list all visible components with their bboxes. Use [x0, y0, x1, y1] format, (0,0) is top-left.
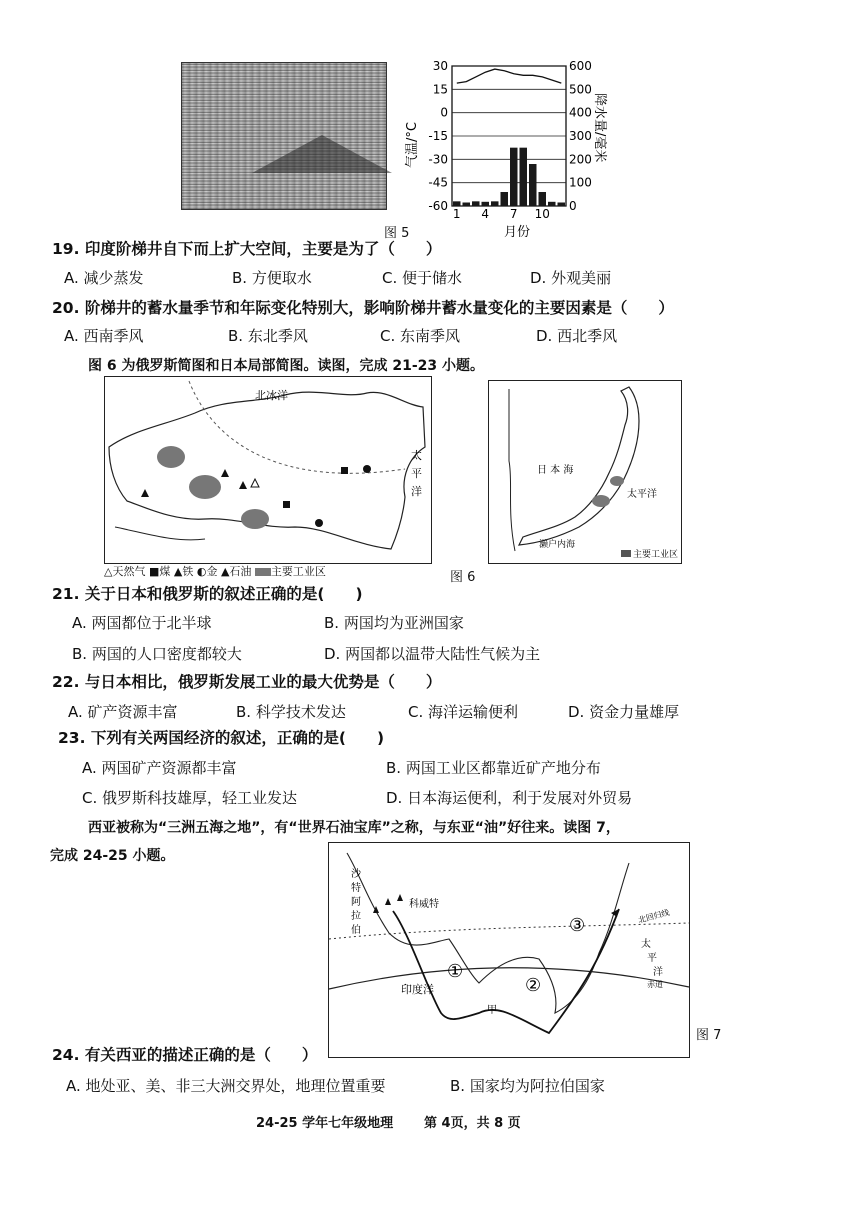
precip-bar — [539, 192, 547, 206]
temp-tick-label: 30 — [432, 59, 448, 73]
japan-map — [488, 380, 682, 564]
precip-bar — [453, 201, 461, 206]
russia-legend — [104, 563, 326, 579]
kuwait-label: 科威特 — [409, 899, 439, 910]
fig6-intro: 图 6 为俄罗斯简图和日本局部简图。读图，完成 21-23 小题。 — [88, 358, 485, 374]
oil-icon — [221, 469, 229, 477]
pacific-label-char-3: 洋 — [411, 485, 422, 498]
temp-tick-label: -45 — [428, 175, 448, 190]
q20-stem: 20. 阶梯井的蓄水量季节和年际变化特别大，影响阶梯井蓄水量变化的主要因素是（ ） — [52, 299, 674, 317]
saudi-label-char-5: 伯 — [351, 925, 361, 936]
q19-option-d[interactable]: D. 外观美丽 — [530, 269, 612, 287]
temp-tick-label: 15 — [432, 82, 448, 97]
japan-industrial-zone — [610, 476, 624, 486]
month-tick-label: 1 — [452, 207, 461, 221]
temp-axis-label: 气温/°C — [405, 122, 420, 168]
q21-option-c[interactable]: B. 两国的人口密度都较大 — [72, 645, 242, 663]
temperature-line — [457, 69, 562, 83]
q23-option-a[interactable]: A. 两国矿产资源都丰富 — [82, 759, 237, 777]
q22-option-d[interactable]: D. 资金力量雄厚 — [568, 703, 680, 721]
saudi-label-char-2: 特 — [351, 883, 361, 894]
west-asia-route-map — [328, 842, 690, 1058]
legend-coal: 煤 — [159, 565, 171, 578]
q20-option-c[interactable]: C. 东南季风 — [380, 327, 461, 345]
precip-tick-label: 400 — [569, 105, 592, 120]
q21-stem: 21. 关于日本和俄罗斯的叙述正确的是( ) — [52, 585, 363, 603]
q20-option-b[interactable]: B. 东北季风 — [228, 327, 308, 345]
pacific-label-char-3: 洋 — [653, 967, 663, 978]
precip-tick-label: 100 — [569, 175, 592, 190]
precip-bar — [548, 202, 556, 206]
industrial-zone-2 — [189, 475, 221, 499]
temp-tick-label: -15 — [428, 129, 448, 143]
q24-option-b[interactable]: B. 国家均为阿拉伯国家 — [450, 1077, 605, 1095]
precip-bar — [558, 203, 566, 207]
precip-tick-label: 500 — [569, 82, 592, 97]
month-tick-label: 10 — [534, 207, 550, 221]
fig7-intro-line1: 西亚被称为“三洲五海之地”，有“世界石油宝库”之称，与东亚“油”好往来。读图 7， — [88, 820, 620, 836]
precip-bar — [520, 148, 528, 206]
q23-option-c[interactable]: C. 俄罗斯科技雄厚，轻工业发达 — [82, 789, 298, 807]
q22-option-c[interactable]: C. 海洋运输便利 — [408, 703, 519, 721]
q23-option-d[interactable]: D. 日本海运便利，利于发展对外贸易 — [386, 789, 633, 807]
temp-tick-label: 0 — [440, 105, 448, 120]
gold-icon: ◐ — [196, 565, 207, 578]
equator-label: 赤道 — [647, 980, 663, 989]
pacific-label-char-2: 平 — [411, 467, 422, 480]
oil-icon — [141, 489, 149, 497]
precip-bar — [510, 148, 518, 206]
q23-option-b[interactable]: B. 两国工业区都靠近矿产地分布 — [386, 759, 601, 777]
oil-icon — [239, 481, 247, 489]
q23-stem: 23. 下列有关两国经济的叙述，正确的是( ) — [58, 729, 385, 747]
route-marker-2: ② — [525, 975, 542, 996]
q22-option-b[interactable]: B. 科学技术发达 — [236, 703, 346, 721]
q21-option-b[interactable]: B. 两国均为亚洲国家 — [324, 614, 464, 632]
footer-course: 24-25 学年七年级地理 — [256, 1116, 394, 1131]
iron-icon: ▲ — [173, 565, 183, 578]
arctic-ocean-label: 北冰洋 — [255, 389, 288, 402]
oil-icon — [385, 898, 391, 905]
q19-option-b[interactable]: B. 方便取水 — [232, 269, 312, 287]
fig7-intro-line2: 完成 24-25 小题。 — [50, 848, 175, 864]
oil-icon — [397, 894, 403, 901]
legend-gold: 金 — [206, 565, 218, 578]
q24-stem: 24. 有关西亚的描述正确的是（ ） — [52, 1046, 318, 1064]
precip-tick-label: 600 — [569, 59, 592, 73]
temp-tick-label: -30 — [428, 152, 448, 167]
q19-option-a[interactable]: A. 减少蒸发 — [64, 269, 144, 287]
gold-icon — [315, 519, 323, 527]
legend-gas: 天然气 — [112, 565, 146, 578]
temp-tick-label: -60 — [428, 199, 448, 213]
japan-legend-label: 主要工业区 — [633, 550, 679, 560]
legend-iron: 铁 — [182, 565, 194, 578]
precip-bar — [501, 192, 509, 206]
inland-sea-label: 濑户内海 — [539, 540, 576, 550]
pacific-label-char-1: 太 — [411, 449, 422, 462]
oil-icon: ▲ — [220, 565, 230, 578]
precip-tick-label: 300 — [569, 129, 592, 143]
precip-bar — [529, 164, 537, 206]
precip-bar — [482, 202, 490, 206]
strait-label-jia: 甲 — [487, 1005, 497, 1016]
footer-page: 第 4页，共 8 页 — [424, 1116, 521, 1131]
saudi-label-char-1: 沙 — [351, 869, 361, 880]
month-tick-label: 7 — [509, 207, 518, 221]
gold-icon — [363, 465, 371, 473]
route-marker-1: ① — [447, 961, 464, 982]
coal-icon — [283, 501, 290, 508]
q22-stem: 22. 与日本相比，俄罗斯发展工业的最大优势是（ ） — [52, 673, 442, 691]
coal-icon — [341, 467, 348, 474]
precip-bar — [463, 203, 471, 207]
japan-industrial-zone — [592, 495, 610, 507]
q19-stem: 19. 印度阶梯井自下而上扩大空间，主要是为了（ ） — [52, 240, 442, 258]
precip-tick-label: 200 — [569, 152, 592, 167]
fig7-caption: 图 7 — [696, 1028, 722, 1043]
q19-option-c[interactable]: C. 便于储水 — [382, 269, 463, 287]
saudi-label-char-3: 阿 — [351, 897, 361, 908]
q21-option-d[interactable]: D. 两国都以温带大陆性气候为主 — [324, 645, 541, 663]
saudi-label-char-4: 拉 — [351, 911, 361, 922]
q20-option-d[interactable]: D. 西北季风 — [536, 327, 618, 345]
pacific-label-char-2: 平 — [647, 953, 657, 964]
legend-industrial: 主要工业区 — [270, 565, 326, 578]
q20-option-a[interactable]: A. 西南季风 — [64, 327, 144, 345]
month-axis-label: 月份 — [504, 225, 531, 240]
gas-icon — [251, 479, 259, 487]
route-marker-3: ③ — [569, 915, 586, 936]
precip-axis-label: 降水量/毫米 — [592, 93, 607, 163]
month-tick-label: 4 — [481, 207, 490, 221]
pacific-label-char-1: 太 — [641, 939, 651, 950]
tropic-label: 北回归线 — [637, 907, 671, 925]
pacific-ocean-label: 太平洋 — [627, 489, 657, 500]
fig6-caption: 图 6 — [450, 570, 476, 585]
fig5-caption: 图 5 — [384, 226, 410, 241]
indian-ocean-label: 印度洋 — [401, 983, 434, 996]
industrial-zone-3 — [241, 509, 269, 529]
q24-option-a[interactable]: A. 地处亚、美、非三大洲交界处，地理位置重要 — [66, 1077, 386, 1095]
russia-map — [104, 376, 432, 564]
q22-option-a[interactable]: A. 矿产资源丰富 — [68, 703, 178, 721]
precip-bar — [472, 201, 480, 206]
industrial-zone-1 — [157, 446, 185, 468]
precip-bar — [491, 201, 499, 206]
sea-of-japan-label: 日 本 海 — [537, 465, 574, 476]
gas-icon: △ — [104, 565, 113, 578]
stepwell-photo — [181, 62, 387, 210]
japan-legend-swatch — [621, 550, 631, 557]
legend-oil: 石油 — [229, 565, 252, 578]
q21-option-a[interactable]: A. 两国都位于北半球 — [72, 614, 212, 632]
precip-tick-label: 0 — [569, 199, 577, 213]
coal-icon: ■ — [148, 565, 160, 578]
industrial-zone-swatch — [255, 568, 271, 576]
climate-chart — [400, 58, 607, 240]
